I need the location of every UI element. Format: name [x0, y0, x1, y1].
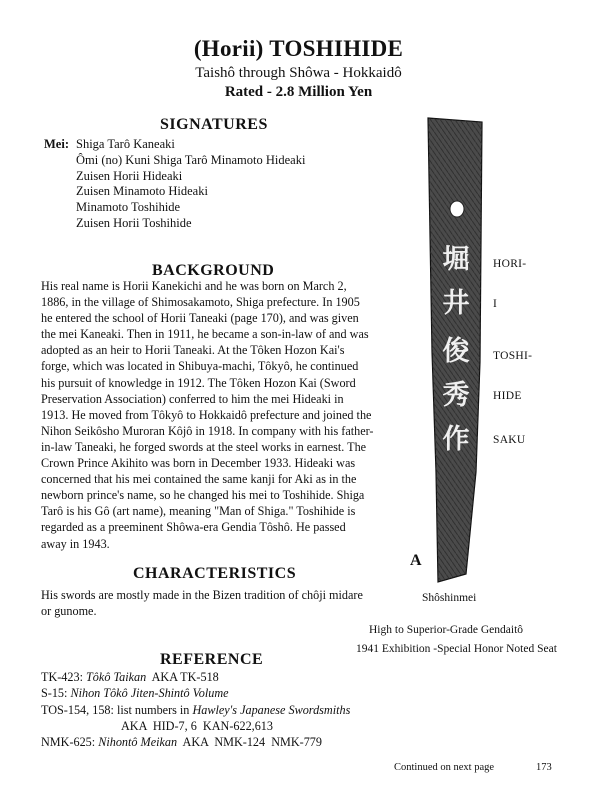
characteristics-text: [41, 587, 389, 619]
grade-line: High to Superior-Grade Gendaitô: [369, 624, 524, 636]
rating: Rated - 2.8 Million Yen: [224, 84, 373, 100]
reference-code: S-15:: [41, 686, 68, 701]
signature-item: Shiga Tarô Kaneaki: [76, 137, 175, 151]
signatures-heading: SIGNATURES: [160, 116, 268, 133]
text-line: His real name is Horii Kanekichi and he was born on March 2,: [41, 279, 347, 293]
tang-illustration: [410, 112, 490, 587]
reference-aka: AKA TK-518: [151, 670, 219, 684]
kanji-character: 秀: [442, 380, 470, 411]
signature-item: Minamoto Toshihide: [76, 200, 181, 215]
text-line: His swords are mostly made in the Bizen tradition of chôji midare: [41, 588, 363, 602]
reference-title: Hawley's Japanese Swordsmiths: [192, 702, 351, 717]
reference-list: [41, 669, 350, 750]
reference-row: [41, 669, 350, 685]
signature-item: Ômi (no) Kuni Shiga Tarô Minamoto Hideaki: [76, 152, 306, 167]
text-line: Nihon Seikôsho Muroran Kôjô in 1918. In company with his father-: [41, 423, 374, 438]
reading-label: HORI-: [493, 258, 527, 270]
background-text: [41, 278, 389, 552]
reference-title: Tôkô Taikan: [86, 670, 147, 684]
signature-item: Zuisen Horii Toshihide: [76, 215, 192, 230]
kanji-character: 俊: [442, 336, 470, 367]
text-line: newborn prince's name, so he changed his mei to Toshihide. Shiga: [41, 488, 365, 503]
text-line: the mei Kaneaki. Then in 1911, he became a son-in-law of and was: [41, 327, 369, 342]
text-line: or gunome.: [41, 604, 97, 619]
reference-row: [41, 718, 350, 734]
reference-row: [41, 702, 350, 718]
reference-code: TOS-154, 158:: [41, 702, 114, 717]
reference-title: Nihon Tôkô Jiten-Shintô Volume: [70, 686, 229, 701]
reference-row: [41, 685, 350, 701]
text-line: he entered the school of Horii Taneaki (page 170), and was given: [41, 311, 359, 326]
text-line: Tarô is his Gô (art name), meaning "Man of Shiga." Toshihide is: [41, 504, 356, 519]
mekugi-ana-hole: [450, 201, 464, 217]
text-line: 1913. He moved from Tôkyô to Hokkaidô prefecture and joined the: [41, 407, 372, 422]
illustration-marker: A: [410, 552, 422, 569]
characteristics-heading: CHARACTERISTICS: [133, 565, 297, 582]
text-line: regarded as a preeminent Shôwa-era Gendia Tôshô. He passed: [41, 520, 346, 535]
reading-label: I: [493, 298, 498, 310]
kanji-character: 堀: [442, 244, 470, 275]
background-heading: BACKGROUND: [152, 262, 275, 279]
reference-aka: AKA NMK-124 NMK-779: [182, 735, 322, 750]
text-line: in-law Taneaki, he forged swords at the steel works in earnest. The: [41, 439, 367, 454]
text-line: away in 1943.: [41, 536, 110, 551]
text-line: Crown Prince Akihito was born in December 1933. Hideaki was: [41, 456, 356, 471]
signature-item: Zuisen Minamoto Hideaki: [76, 184, 208, 199]
reading-label: HIDE: [493, 390, 522, 402]
page-subtitle: Taishô through Shôwa - Hokkaidô: [195, 65, 402, 81]
kanji-character: 作: [442, 424, 470, 455]
page-title: (Horii) TOSHIHIDE: [193, 36, 404, 61]
continued-note: Continued on next page: [394, 762, 495, 773]
text-line: his pursuit of knowledge in 1912. The Tôken Hozon Kai (Sword: [41, 375, 356, 390]
text-line: Preservation Association) conferred to him the mei Hideaki in: [41, 391, 344, 406]
reference-title: Nihontô Meikan: [98, 735, 178, 750]
text-line: forge, which was located in Shibuya-machi, Tôkyô, he continued: [41, 359, 359, 374]
reference-row: [41, 734, 350, 750]
page-number: 173: [536, 762, 552, 773]
illustration-caption: Shôshinmei: [422, 592, 477, 604]
reference-heading: REFERENCE: [160, 651, 264, 668]
text-line: 1886, in the village of Shimosakamoto, Shiga prefecture. In 1905: [41, 295, 360, 310]
reading-label: SAKU: [493, 434, 526, 446]
text-line: adopted as an heir to Horii Taneaki. At the Tôken Hozon Kai's: [41, 343, 345, 358]
reference-note: list numbers in: [116, 702, 190, 717]
reference-code: TK-423:: [41, 670, 83, 684]
reading-label: TOSHI-: [493, 350, 533, 362]
signature-item: Zuisen Horii Hideaki: [76, 168, 183, 183]
signature-list: [76, 137, 305, 232]
text-line: concerned that his mei contained the same kanji for Aki as in the: [41, 472, 357, 487]
reference-code: NMK-625:: [41, 735, 96, 750]
reference-aka: AKA HID-7, 6 KAN-622,613: [121, 718, 273, 733]
kanji-character: 井: [442, 288, 470, 319]
exhibition-line: 1941 Exhibition -Special Honor Noted Seat: [356, 643, 557, 655]
mei-label: Mei:: [44, 137, 69, 151]
